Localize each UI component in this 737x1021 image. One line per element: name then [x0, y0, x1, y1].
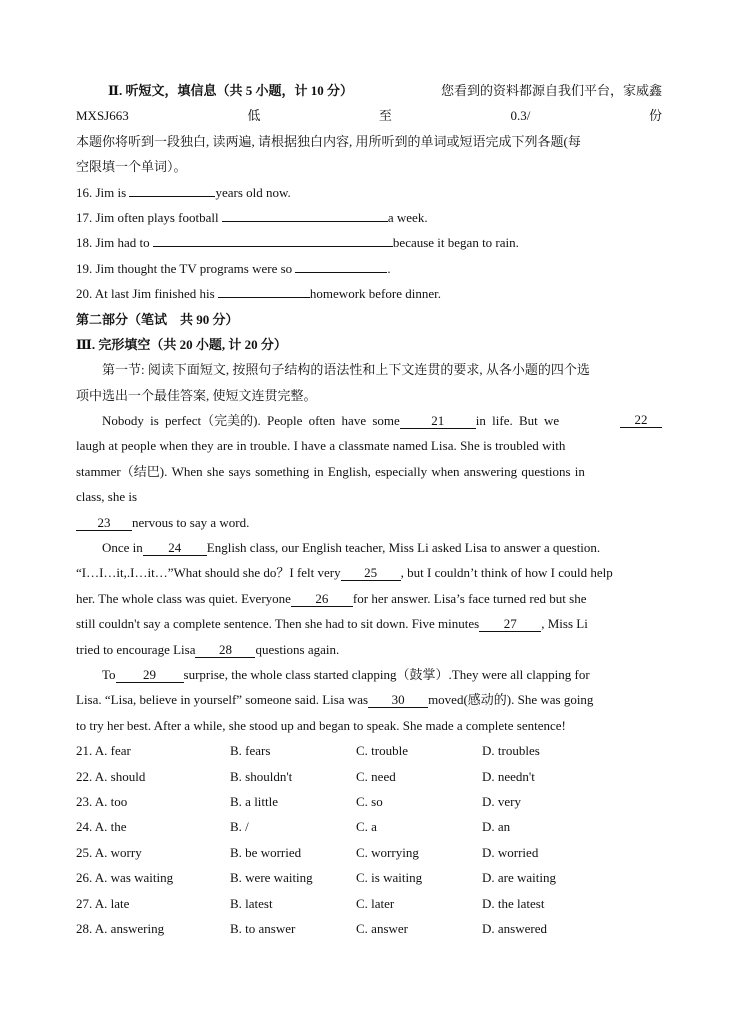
answer-blank[interactable]	[129, 196, 215, 197]
option-choice[interactable]: C. need	[356, 768, 396, 784]
option-choice[interactable]: D. are waiting	[482, 870, 557, 886]
blank-28[interactable]: 28	[195, 643, 255, 658]
option-row	[76, 789, 662, 814]
promo-code: MXSJ663	[76, 108, 129, 124]
option-choice[interactable]: C. worrying	[356, 844, 419, 860]
passage-line	[76, 408, 662, 433]
option-choice[interactable]: D. very	[482, 793, 521, 809]
passage-text: Nobody is perfect（完美的). People often have some	[102, 413, 400, 429]
option-choice[interactable]: B. to answer	[230, 920, 296, 936]
passage-text: English class, our English teacher, Miss Li asked Lisa to answer a question.	[206, 540, 601, 556]
option-choice[interactable]: C. later	[356, 895, 395, 911]
passage-text: in life. But we	[475, 413, 560, 429]
option-choice[interactable]: D. answered	[482, 920, 547, 936]
passage-line	[76, 510, 662, 535]
question-text: 18. Jim had to	[76, 235, 153, 251]
promo-word: 份	[648, 108, 662, 124]
exam-page	[76, 78, 662, 941]
question-20	[76, 281, 662, 306]
passage-text: still couldn't say a complete sentence. Then she had to sit down. Five minutes	[76, 616, 480, 632]
option-choice[interactable]: B. /	[230, 819, 249, 835]
option-row	[76, 916, 662, 941]
option-choice[interactable]: C. so	[356, 793, 383, 809]
option-choice[interactable]: B. were waiting	[230, 870, 313, 886]
option-choice[interactable]: 26. A. was waiting	[76, 870, 174, 886]
passage-line: to try her best. After a while, she stood up and began to speak. She made a complete sentence!	[76, 717, 566, 733]
option-choice[interactable]: 24. A. the	[76, 819, 127, 835]
passage-text: moved(感动的). She was going	[428, 692, 594, 708]
answer-blank[interactable]	[218, 297, 310, 298]
listening-instructions-2: 空限填一个单词）。	[76, 159, 187, 175]
blank-27[interactable]: 27	[479, 617, 541, 632]
option-choice[interactable]: 27. A. late	[76, 895, 130, 911]
listening-heading: Ⅱ. 听短文，填信息（共 5 小题，计 10 分）	[108, 83, 353, 98]
question-16	[76, 180, 662, 205]
passage-text: , Miss Li	[541, 616, 588, 632]
question-text: years old now.	[215, 184, 291, 200]
promo-price: 0.3/	[510, 108, 531, 124]
passage-text: surprise, the whole class started clapping（鼓掌）.They were all clapping for	[183, 666, 590, 682]
passage-line	[76, 662, 662, 687]
option-row	[76, 814, 662, 839]
option-row	[76, 891, 662, 916]
option-choice[interactable]: D. troubles	[482, 743, 540, 759]
option-choice[interactable]: 25. A. worry	[76, 844, 142, 860]
question-text: 16. Jim is	[76, 184, 130, 200]
option-choice[interactable]: 23. A. too	[76, 793, 128, 809]
option-choice[interactable]: B. latest	[230, 895, 273, 911]
promo-text: 您看到的资料都源自我们平台，家威鑫	[440, 83, 662, 98]
passage-line: class, she is	[76, 489, 138, 505]
passage-text: , but I couldn’t think of how I could help	[400, 565, 613, 581]
cloze-instructions-2: 项中选出一个最佳答案, 使短文连贯完整。	[76, 387, 317, 403]
promo-line-2	[76, 103, 662, 128]
listening-heading-line	[76, 78, 662, 103]
passage-line	[76, 535, 662, 560]
option-choice[interactable]: C. a	[356, 819, 377, 835]
blank-26[interactable]: 26	[291, 592, 353, 607]
option-choice[interactable]: 28. A. answering	[76, 920, 165, 936]
cloze-heading: Ⅲ. 完形填空（共 20 小题, 计 20 分）	[76, 336, 287, 352]
option-choice[interactable]: 22. A. should	[76, 768, 146, 784]
blank-25[interactable]: 25	[341, 566, 401, 581]
option-row	[76, 840, 662, 865]
option-choice[interactable]: B. shouldn't	[230, 768, 293, 784]
answer-blank[interactable]	[295, 272, 387, 273]
option-choice[interactable]: D. the latest	[482, 895, 545, 911]
cloze-instructions-1: 第一节: 阅读下面短文, 按照句子结构的语法性和上下文连贯的要求, 从各小题的四个选	[102, 362, 590, 378]
blank-24[interactable]: 24	[143, 541, 207, 556]
option-row	[76, 738, 662, 763]
question-text: a week.	[387, 209, 428, 225]
passage-text: To	[102, 666, 116, 682]
question-text: because it began to rain.	[392, 235, 519, 251]
option-row	[76, 865, 662, 890]
option-choice[interactable]: D. needn't	[482, 768, 535, 784]
option-row	[76, 764, 662, 789]
option-choice[interactable]: B. fears	[230, 743, 271, 759]
passage-text: Once in	[102, 540, 143, 556]
passage-line: stammer（结巴). When she says something in English, especially when answering questions in	[76, 463, 585, 479]
options-list	[76, 738, 662, 941]
passage-line: laugh at people when they are in trouble. I have a classmate named Lisa. She is troubled with	[76, 438, 566, 454]
question-18	[76, 230, 662, 255]
option-choice[interactable]: C. trouble	[356, 743, 408, 759]
question-text: 20. At last Jim finished his	[76, 286, 218, 302]
option-choice[interactable]: B. a little	[230, 793, 279, 809]
answer-blank[interactable]	[222, 221, 388, 222]
question-text: 19. Jim thought the TV programs were so	[76, 260, 296, 276]
question-text: homework before dinner.	[309, 286, 441, 302]
question-text: 17. Jim often plays football	[76, 209, 222, 225]
blank-21[interactable]: 21	[400, 414, 476, 429]
promo-word: 低	[247, 108, 261, 124]
option-choice[interactable]: B. be worried	[230, 844, 302, 860]
passage-text: tried to encourage Lisa	[76, 641, 196, 657]
blank-23[interactable]: 23	[76, 516, 132, 531]
answer-blank[interactable]	[153, 246, 393, 247]
option-choice[interactable]: D. an	[482, 819, 511, 835]
part2-heading: 第二部分（笔试 共 90 分）	[76, 311, 239, 327]
passage-line	[76, 637, 662, 662]
listening-instructions-1: 本题你将听到一段独白, 读两遍, 请根据独白内容, 用所听到的单词或短语完成下列各题(每	[76, 133, 581, 149]
passage-line	[76, 560, 662, 585]
passage-line	[76, 611, 662, 636]
passage-text: questions again.	[255, 641, 340, 657]
passage-text: “I…I…it,.I…it…”What should she do？I felt very	[76, 565, 341, 581]
blank-30[interactable]: 30	[368, 693, 428, 708]
passage-line	[76, 687, 662, 712]
option-choice[interactable]: C. answer	[356, 920, 408, 936]
blank-29[interactable]: 29	[116, 668, 184, 683]
passage-text: for her answer. Lisa’s face turned red but she	[352, 590, 587, 606]
passage-text: her. The whole class was quiet. Everyone	[76, 590, 291, 606]
question-19	[76, 256, 662, 281]
option-choice[interactable]: C. is waiting	[356, 870, 423, 886]
promo-word: 至	[378, 108, 392, 124]
option-choice[interactable]: D. worried	[482, 844, 539, 860]
option-choice[interactable]: 21. A. fear	[76, 743, 131, 759]
question-17	[76, 205, 662, 230]
passage-text: Lisa. “Lisa, believe in yourself” someone said. Lisa was	[76, 692, 369, 708]
blank-22[interactable]: 22	[620, 413, 662, 428]
passage-line	[76, 586, 662, 611]
question-text: .	[387, 260, 391, 276]
passage-text: nervous to say a word.	[132, 514, 250, 530]
